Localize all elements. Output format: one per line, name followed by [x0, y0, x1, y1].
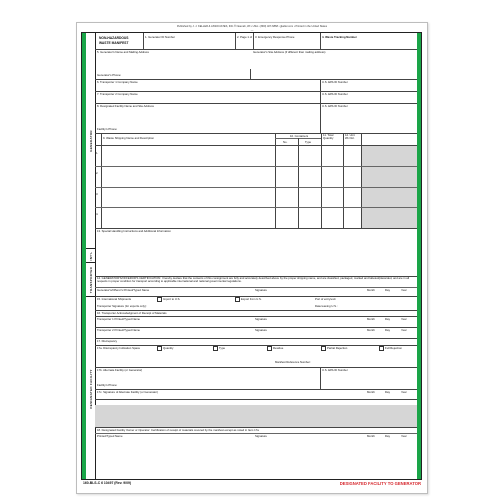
field-transporter-2-epa[interactable]: U.S. EPA ID Number: [322, 92, 348, 96]
checkbox-type[interactable]: [213, 346, 218, 351]
label-month: Month: [367, 288, 375, 292]
form-code: 160-BLS-C 6 10497 (Rev. 9/09): [83, 481, 131, 485]
field-facility-name[interactable]: 8. Designated Facility Name and Site Address: [97, 104, 154, 108]
label-day: Day: [385, 390, 390, 394]
line-1: 1.: [96, 151, 99, 155]
label-year: Year: [401, 434, 407, 438]
col-containers-no: No.: [283, 140, 288, 144]
field-generator-site[interactable]: Generator's Site Address (if different than mailing address): [253, 50, 326, 54]
field-alternate-signature[interactable]: 17c. Signature of Alternate Facility (or Generator): [97, 390, 158, 394]
label-year: Year: [401, 317, 407, 321]
field-t1-name[interactable]: Transporter 1 Printed/Typed Name: [97, 317, 140, 321]
checkbox-export[interactable]: [235, 297, 240, 302]
label-residue: Residue: [273, 346, 284, 350]
row-header-fields: [95, 33, 417, 50]
row-designated-facility: [95, 103, 417, 134]
label-import: Import to U.S.: [163, 297, 181, 301]
line-4: 4.: [96, 212, 99, 216]
facility-certification-text: 18. Designated Facility Owner or Operator: Certification of receipt of materials covered by the manifest except as noted in Item 17a: [97, 428, 259, 432]
col-total-quantity: 11. Total Quantity: [323, 133, 334, 140]
label-month: Month: [367, 328, 375, 332]
label-quantity: Quantity: [163, 346, 174, 350]
field-t2-signature[interactable]: Signature: [255, 328, 267, 332]
field-facility-printed-name[interactable]: Printed/Typed Name: [97, 434, 123, 438]
field-page-of[interactable]: 2. Page 1 of: [237, 35, 253, 39]
field-alternate-facility[interactable]: 17b. Alternate Facility (or Generator): [97, 368, 143, 372]
publisher-line-2: —: [250, 29, 254, 32]
side-label-transporter: TRANSPORTER: [86, 262, 96, 297]
checkbox-quantity[interactable]: [157, 346, 162, 351]
generator-certification-text: 14. GENERATOR'S/OFFEROR'S CERTIFICATION: I hereby declare that the contents of this consignment are fully and accurately described above by the proper shipping name, and are classified, packaged, marked and labeled/placarded, and are in all respects in proper condition for transport according to applicable international and national governmental regulations.: [97, 276, 410, 284]
green-margin-right: [417, 33, 421, 479]
field-international: 15. International Shipments: [97, 297, 132, 301]
col-containers: 10. Containers: [290, 134, 309, 138]
checkbox-partial-rejection[interactable]: [321, 346, 326, 351]
col-waste-name: 9. Waste Shipping Name and Description: [103, 136, 155, 140]
field-facility-signature[interactable]: Signature: [255, 434, 267, 438]
form-body-lower: [95, 296, 417, 479]
label-export: Export from U.S.: [241, 297, 262, 301]
label-month: Month: [367, 390, 375, 394]
row-shaded-block: [95, 399, 417, 428]
copy-designation: DESIGNATED FACILITY TO GENERATOR: [339, 481, 421, 486]
manifest-form: [81, 32, 422, 480]
field-generator-phone[interactable]: Generator's Phone:: [97, 73, 122, 77]
label-day: Day: [385, 328, 390, 332]
publisher-line: Published by J. J. KELLER & ASSOCIATES, INC.® Neenah, WI • USA • (800) 327-6868 • jjkeller.com • Printed in the United States: [176, 25, 328, 28]
field-generator-id[interactable]: 1. Generator ID Number: [145, 35, 176, 39]
col-containers-type: Type: [305, 140, 312, 144]
side-label-intl: INT'L: [86, 248, 96, 263]
line-2: 2.: [96, 171, 99, 175]
checkbox-import[interactable]: [157, 297, 162, 302]
label-day: Day: [385, 317, 390, 321]
field-t1-signature[interactable]: Signature: [255, 317, 267, 321]
form-title-2: WASTE MANIFEST: [99, 40, 129, 45]
field-transporter-2[interactable]: 7. Transporter 2 Company Name: [97, 92, 138, 96]
side-label-designated-facility: DESIGNATED FACILITY: [86, 296, 96, 480]
form-title-1: NON-HAZARDOUS: [99, 36, 129, 40]
field-transporter-1-epa[interactable]: U.S. EPA ID Number: [322, 80, 348, 84]
label-month: Month: [367, 434, 375, 438]
field-t2-name[interactable]: Transporter 2 Printed/Typed Name: [97, 328, 140, 332]
label-year: Year: [401, 390, 407, 394]
field-generator-name[interactable]: 5. Generator's Name and Mailing Address: [97, 50, 149, 54]
label-partial-rejection: Partial Rejection: [327, 346, 348, 350]
label-month: Month: [367, 317, 375, 321]
field-manifest-reference[interactable]: Manifest Reference Number:: [275, 360, 311, 364]
field-special-handling[interactable]: 13. Special Handling Instructions and Additional Information: [97, 229, 171, 233]
label-day: Day: [385, 288, 390, 292]
row-facility-certification: [95, 427, 417, 449]
field-facility-phone[interactable]: Facility's Phone:: [97, 127, 118, 131]
row-international: [95, 296, 417, 311]
row-alternate-facility: [95, 367, 417, 390]
label-type: Type: [219, 346, 226, 350]
row-generator-address: [95, 49, 417, 80]
field-facility-epa[interactable]: U.S. EPA ID Number: [322, 104, 348, 108]
field-alternate-phone[interactable]: Facility's Phone:: [97, 383, 118, 387]
field-discrepancy-indication: 17a. Discrepancy Indication Space: [97, 346, 141, 350]
row-discrepancy-indication: [95, 345, 417, 368]
label-year: Year: [401, 288, 407, 292]
field-transporter-export-signature[interactable]: Transporter Signature (for exports only):: [97, 304, 147, 308]
field-discrepancy: 17. Discrepancy: [97, 339, 118, 343]
field-waste-tracking[interactable]: 4. Waste Tracking Number: [322, 35, 357, 39]
row-generator-certification: [95, 276, 417, 297]
field-offeror-name[interactable]: Generator's/Offeror's Printed/Typed Name: [97, 288, 150, 292]
side-label-generator: GENERATOR: [86, 33, 96, 248]
field-offeror-signature[interactable]: Signature: [255, 288, 267, 292]
checkbox-full-rejection[interactable]: [379, 346, 384, 351]
line-3: 3.: [96, 192, 99, 196]
manifest-sheet: [76, 22, 428, 494]
field-transporter-ack: 16. Transporter Acknowledgment of Receipt of Materials: [97, 311, 167, 315]
field-date-leaving[interactable]: Date leaving U.S.:: [315, 304, 338, 308]
label-full-rejection: Full Rejection: [385, 346, 402, 350]
row-special-handling: [95, 228, 417, 277]
field-port[interactable]: Port of entry/exit:: [315, 297, 337, 301]
field-emergency-phone[interactable]: 3. Emergency Response Phone: [255, 35, 295, 39]
checkbox-residue[interactable]: [267, 346, 272, 351]
field-alternate-epa[interactable]: U.S. EPA ID Number: [322, 368, 348, 372]
label-day: Day: [385, 434, 390, 438]
col-unit: 12. Unit Wt./Vol.: [345, 133, 355, 140]
label-year: Year: [401, 328, 407, 332]
field-transporter-1[interactable]: 6. Transporter 1 Company Name: [97, 80, 138, 84]
waste-description-table: [95, 133, 417, 229]
shaded-block: [95, 405, 417, 427]
